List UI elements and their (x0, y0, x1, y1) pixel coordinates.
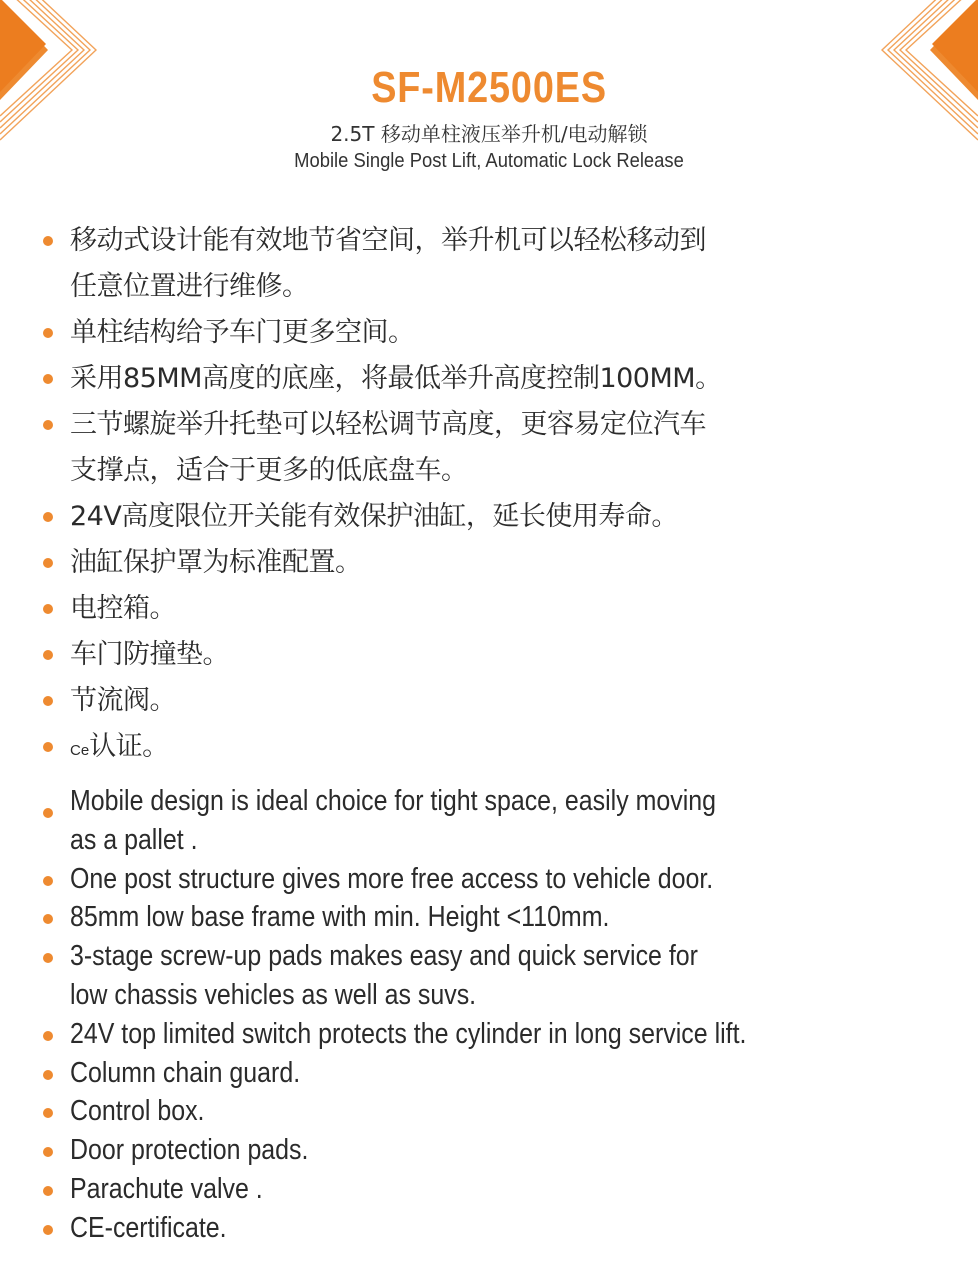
feature-text: 认证。 (89, 731, 169, 762)
list-item (40, 540, 920, 586)
bullet-icon (43, 420, 53, 430)
list-item (40, 1131, 920, 1170)
feature-text: 24V高度限位开关能有效保护油缸，延长使用寿命。 (70, 501, 678, 532)
bullet-icon (43, 604, 53, 614)
list-item (40, 494, 920, 540)
list-item (40, 356, 920, 402)
list-item (40, 937, 920, 1015)
feature-text: One post structure gives more free access to vehicle door. (70, 862, 714, 895)
feature-text: 85mm low base frame with min. Height <110mm. (70, 901, 610, 934)
bullet-icon (43, 953, 53, 963)
list-item (40, 1054, 920, 1093)
feature-text: 采用85MM高度的底座，将最低举升高度控制100MM。 (70, 363, 722, 394)
list-item (40, 218, 920, 310)
list-item (40, 782, 920, 860)
feature-text: Parachute valve . (70, 1172, 263, 1205)
bullet-icon (43, 1147, 53, 1157)
feature-text: Door protection pads. (70, 1134, 309, 1167)
list-item (40, 1170, 920, 1209)
feature-text: 三节螺旋举升托垫可以轻松调节高度，更容易定位汽车 支撑点，适合于更多的低底盘车。 (70, 409, 706, 486)
feature-text: 车门防撞垫。 (70, 639, 229, 670)
subtitle-chinese: 2.5T 移动单柱液压举升机/电动解锁 (330, 122, 648, 146)
feature-text: Mobile design is ideal choice for tight space, easily moving as a pallet . (70, 785, 717, 856)
feature-text: 节流阀。 (70, 685, 176, 716)
bullet-icon (43, 374, 53, 384)
feature-text: Control box. (70, 1095, 205, 1128)
bullet-icon (43, 328, 53, 338)
header (0, 58, 978, 174)
bullet-icon (43, 876, 53, 886)
bullet-icon (43, 696, 53, 706)
feature-text: 电控箱。 (70, 593, 176, 624)
feature-text: 移动式设计能有效地节省空间，举升机可以轻松移动到 任意位置进行维修。 (70, 225, 706, 302)
model-title: SF-M2500ES (371, 63, 607, 112)
list-item (40, 402, 920, 494)
bullet-icon (43, 742, 53, 752)
feature-text: Column chain guard. (70, 1056, 301, 1089)
bullet-icon (43, 808, 53, 818)
feature-text: CE-certificate. (70, 1211, 227, 1244)
list-item (40, 586, 920, 632)
bullet-icon (43, 1186, 53, 1196)
list-item (40, 678, 920, 724)
bullet-icon (43, 1108, 53, 1118)
bullet-icon (43, 650, 53, 660)
bullet-icon (43, 1070, 53, 1080)
feature-text: 3-stage screw-up pads makes easy and quick service for low chassis vehicles as well as suvs. (70, 940, 698, 1011)
bullet-icon (43, 512, 53, 522)
list-item (40, 724, 920, 774)
bullet-icon (43, 1031, 53, 1041)
feature-text: 24V top limited switch protects the cylinder in long service lift. (70, 1017, 747, 1050)
ce-mark: Ce (70, 742, 90, 759)
list-item (40, 310, 920, 356)
feature-text: 油缸保护罩为标准配置。 (70, 547, 362, 578)
bullet-icon (43, 236, 53, 246)
list-item (40, 632, 920, 678)
list-item (40, 898, 920, 937)
feature-text: 单柱结构给予车门更多空间。 (70, 317, 415, 348)
feature-list-english (40, 782, 920, 1248)
list-item (40, 1209, 920, 1248)
list-item (40, 860, 920, 899)
subtitle-english: Mobile Single Post Lift, Automatic Lock Release (294, 150, 684, 172)
bullet-icon (43, 558, 53, 568)
list-item (40, 1092, 920, 1131)
bullet-icon (43, 1225, 53, 1235)
list-item (40, 1015, 920, 1054)
feature-list-chinese (40, 218, 920, 774)
bullet-icon (43, 914, 53, 924)
